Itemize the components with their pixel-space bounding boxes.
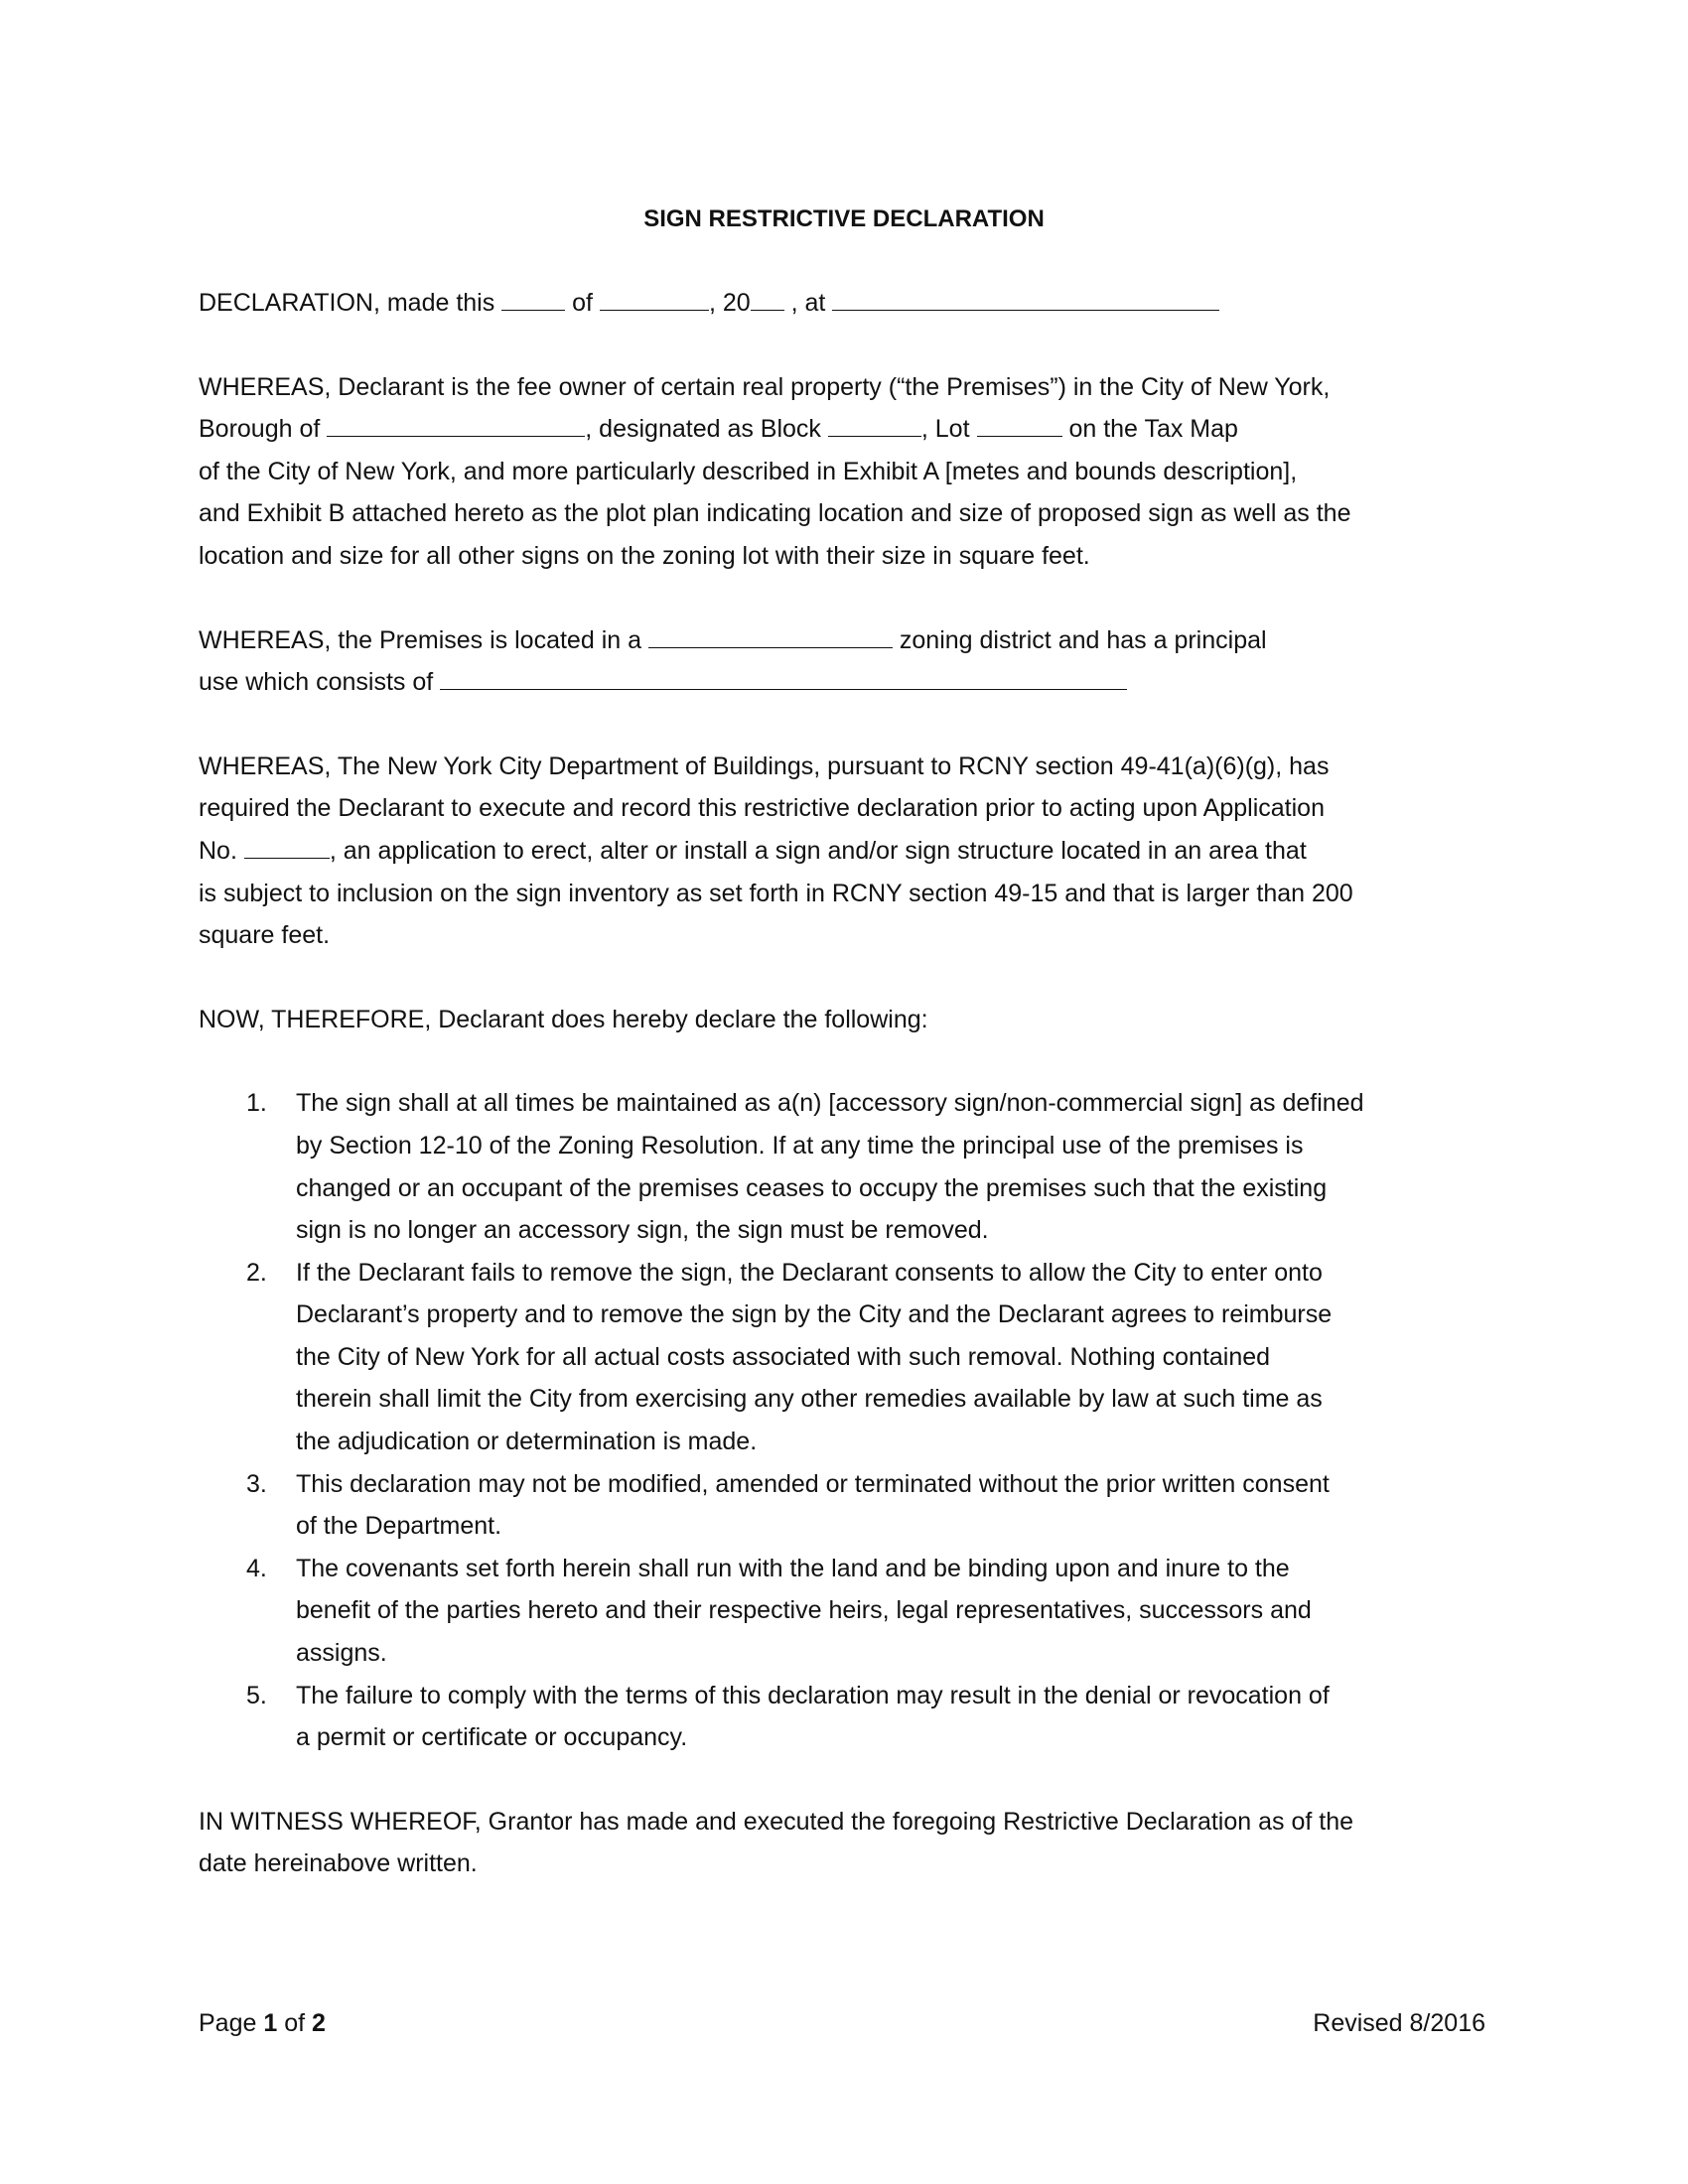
zoning-suffix: zoning district and has a principal bbox=[899, 625, 1267, 654]
whereas-zoning-line-1 bbox=[199, 619, 1489, 662]
lot-blank[interactable] bbox=[977, 410, 1062, 437]
borough-blank[interactable] bbox=[327, 410, 585, 437]
whereas-dob-paragraph bbox=[199, 746, 1489, 957]
whereas-premises-line-4: and Exhibit B attached hereto as the plot plan indicating location and size of proposed sign as well as the bbox=[199, 499, 1351, 528]
lot-label: , Lot bbox=[920, 415, 970, 444]
declaration-year-prefix: , 20 bbox=[708, 289, 751, 317]
list-item-line: assigns. bbox=[296, 1639, 387, 1668]
whereas-dob-line-3 bbox=[199, 830, 1489, 873]
principal-use-blank[interactable] bbox=[440, 663, 1127, 690]
list-item-line: The sign shall at all times be maintained as a(n) [accessory sign/non-commercial sign] as defined bbox=[296, 1089, 1364, 1118]
list-item-line: of the Department. bbox=[296, 1512, 502, 1541]
now-therefore-line: NOW, THEREFORE, Declarant does hereby declare the following: bbox=[199, 1005, 928, 1033]
page-total: 2 bbox=[312, 2009, 326, 2037]
declaration-terms-list bbox=[199, 1082, 1489, 1759]
list-item-line: sign is no longer an accessory sign, the sign must be removed. bbox=[296, 1216, 989, 1245]
list-item-line: the adjudication or determination is made. bbox=[296, 1428, 758, 1456]
list-item-line: by Section 12-10 of the Zoning Resolution. If at any time the principal use of the premises is bbox=[296, 1131, 1304, 1160]
list-item bbox=[199, 1675, 1489, 1759]
location-blank[interactable] bbox=[832, 284, 1219, 311]
page-of-word: of bbox=[284, 2009, 306, 2037]
document-title: SIGN RESTRICTIVE DECLARATION bbox=[643, 205, 1045, 232]
zoning-district-blank[interactable] bbox=[648, 621, 893, 648]
whereas-premises-line-5: location and size for all other signs on the zoning lot with their size in square feet. bbox=[199, 541, 1090, 570]
whereas-dob-line-4: is subject to inclusion on the sign inventory as set forth in RCNY section 49-15 and that is larger than 200 bbox=[199, 879, 1353, 907]
page-word: Page bbox=[199, 2009, 257, 2037]
page-number bbox=[199, 2003, 326, 2043]
list-item-line: The failure to comply with the terms of this declaration may result in the denial or revocation of bbox=[296, 1681, 1330, 1709]
list-item-line: changed or an occupant of the premises ceases to occupy the premises such that the existing bbox=[296, 1173, 1328, 1202]
list-item bbox=[199, 1082, 1489, 1251]
whereas-premises-line-1: WHEREAS, Declarant is the fee owner of certain real property (“the Premises”) in the City of New York, bbox=[199, 372, 1331, 401]
witness-paragraph bbox=[199, 1801, 1489, 1885]
application-description: , an application to erect, alter or install a sign and/or sign structure located in an area that bbox=[329, 836, 1307, 865]
zoning-prefix: WHEREAS, the Premises is located in a bbox=[199, 625, 641, 654]
borough-label: Borough of bbox=[199, 415, 321, 444]
declaration-at: , at bbox=[790, 289, 826, 317]
declaration-line bbox=[199, 282, 1489, 325]
list-item-line: If the Declarant fails to remove the sign, the Declarant consents to allow the City to enter onto bbox=[296, 1258, 1323, 1287]
document-page bbox=[199, 199, 1489, 1927]
whereas-premises-line-2 bbox=[199, 408, 1489, 451]
whereas-zoning-paragraph bbox=[199, 619, 1489, 704]
list-item bbox=[199, 1252, 1489, 1463]
whereas-premises-line-3: of the City of New York, and more particularly described in Exhibit A [metes and bounds description], bbox=[199, 457, 1298, 485]
list-item-number: 3. bbox=[246, 1469, 267, 1498]
whereas-dob-line-2: required the Declarant to execute and record this restrictive declaration prior to acting upon Application bbox=[199, 794, 1325, 823]
list-item-line: the City of New York for all actual costs associated with such removal. Nothing contained bbox=[296, 1342, 1271, 1371]
list-item-line: therein shall limit the City from exercising any other remedies available by law at such time as bbox=[296, 1385, 1323, 1414]
year-blank[interactable] bbox=[751, 284, 784, 311]
tax-map-label: on the Tax Map bbox=[1068, 415, 1238, 444]
whereas-premises-paragraph bbox=[199, 366, 1489, 578]
whereas-zoning-line-2 bbox=[199, 661, 1489, 704]
list-item-line: Declarant’s property and to remove the sign by the City and the Declarant agrees to reimburse bbox=[296, 1300, 1333, 1329]
revision-date: Revised 8/2016 bbox=[1313, 2009, 1485, 2037]
month-blank[interactable] bbox=[600, 284, 709, 311]
declaration-prefix: DECLARATION, made this bbox=[199, 289, 495, 317]
witness-line-2: date hereinabove written. bbox=[199, 1849, 478, 1878]
witness-line-1: IN WITNESS WHEREOF, Grantor has made and executed the foregoing Restrictive Declaration as of the bbox=[199, 1807, 1354, 1836]
list-item-number: 4. bbox=[246, 1554, 267, 1582]
page-current: 1 bbox=[263, 2009, 278, 2037]
whereas-dob-line-1: WHEREAS, The New York City Department of Buildings, pursuant to RCNY section 49-41(a)(6)(g), has bbox=[199, 751, 1330, 780]
list-item-line: a permit or certificate or occupancy. bbox=[296, 1723, 688, 1752]
block-blank[interactable] bbox=[828, 410, 921, 437]
list-item bbox=[199, 1548, 1489, 1675]
list-item-number: 2. bbox=[246, 1258, 267, 1287]
list-item-number: 5. bbox=[246, 1681, 267, 1709]
list-item bbox=[199, 1463, 1489, 1548]
list-item-line: This declaration may not be modified, amended or terminated without the prior written consent bbox=[296, 1469, 1330, 1498]
list-item-line: benefit of the parties hereto and their respective heirs, legal representatives, successors and bbox=[296, 1596, 1312, 1625]
declaration-of: of bbox=[572, 289, 593, 317]
application-number-blank[interactable] bbox=[244, 832, 330, 859]
application-no-label: No. bbox=[199, 836, 237, 865]
day-blank[interactable] bbox=[501, 284, 565, 311]
whereas-dob-line-5: square feet. bbox=[199, 921, 331, 950]
list-item-line: The covenants set forth herein shall run with the land and be binding upon and inure to the bbox=[296, 1554, 1290, 1582]
use-label: use which consists of bbox=[199, 668, 434, 697]
block-label: , designated as Block bbox=[585, 415, 821, 444]
list-item-number: 1. bbox=[246, 1089, 267, 1118]
